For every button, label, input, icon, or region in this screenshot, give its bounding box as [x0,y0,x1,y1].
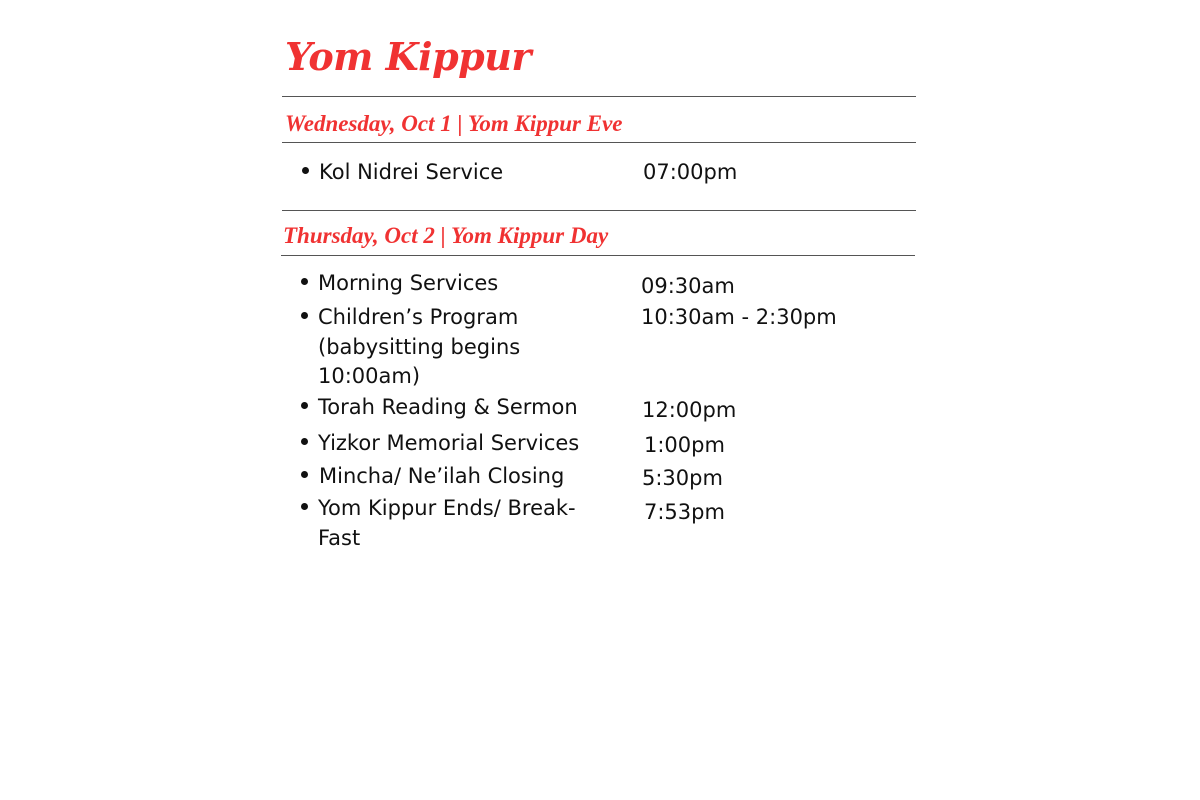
bullet-dot-icon [302,167,309,174]
event-time: 5:30pm [642,466,723,490]
event-name: Children’s Program (babysitting begins 10:00am) [318,305,521,388]
bullet-dot-icon [301,503,308,510]
bullet-dot-icon [301,471,308,478]
bullet-dot-icon [301,402,308,409]
event-time: 09:30am [641,274,735,298]
event-time: 1:00pm [644,433,725,457]
section-heading-eve: Wednesday, Oct 1 | Yom Kippur Eve [285,111,623,136]
divider [282,142,916,143]
event-name: Kol Nidrei Service [319,160,504,184]
event-time: 07:00pm [643,160,738,184]
page-title: Yom Kippur [285,34,531,79]
bullet-dot-icon [301,438,308,445]
event-time: 12:00pm [642,398,737,422]
event-time: 7:53pm [644,500,725,524]
bullet-dot-icon [301,312,308,319]
bullet-dot-icon [301,278,308,285]
event-name: Mincha/ Ne’ilah Closing [319,464,565,488]
event-name: Morning Services [318,271,499,295]
event-name: Yizkor Memorial Services [318,431,580,455]
event-time: 10:30am - 2:30pm [641,305,837,329]
divider [282,96,916,97]
divider [281,255,915,256]
event-name: Torah Reading & Sermon [318,395,578,419]
divider [282,210,916,211]
event-name: Yom Kippur Ends/ Break-Fast [318,496,576,550]
section-heading-day: Thursday, Oct 2 | Yom Kippur Day [283,223,609,248]
